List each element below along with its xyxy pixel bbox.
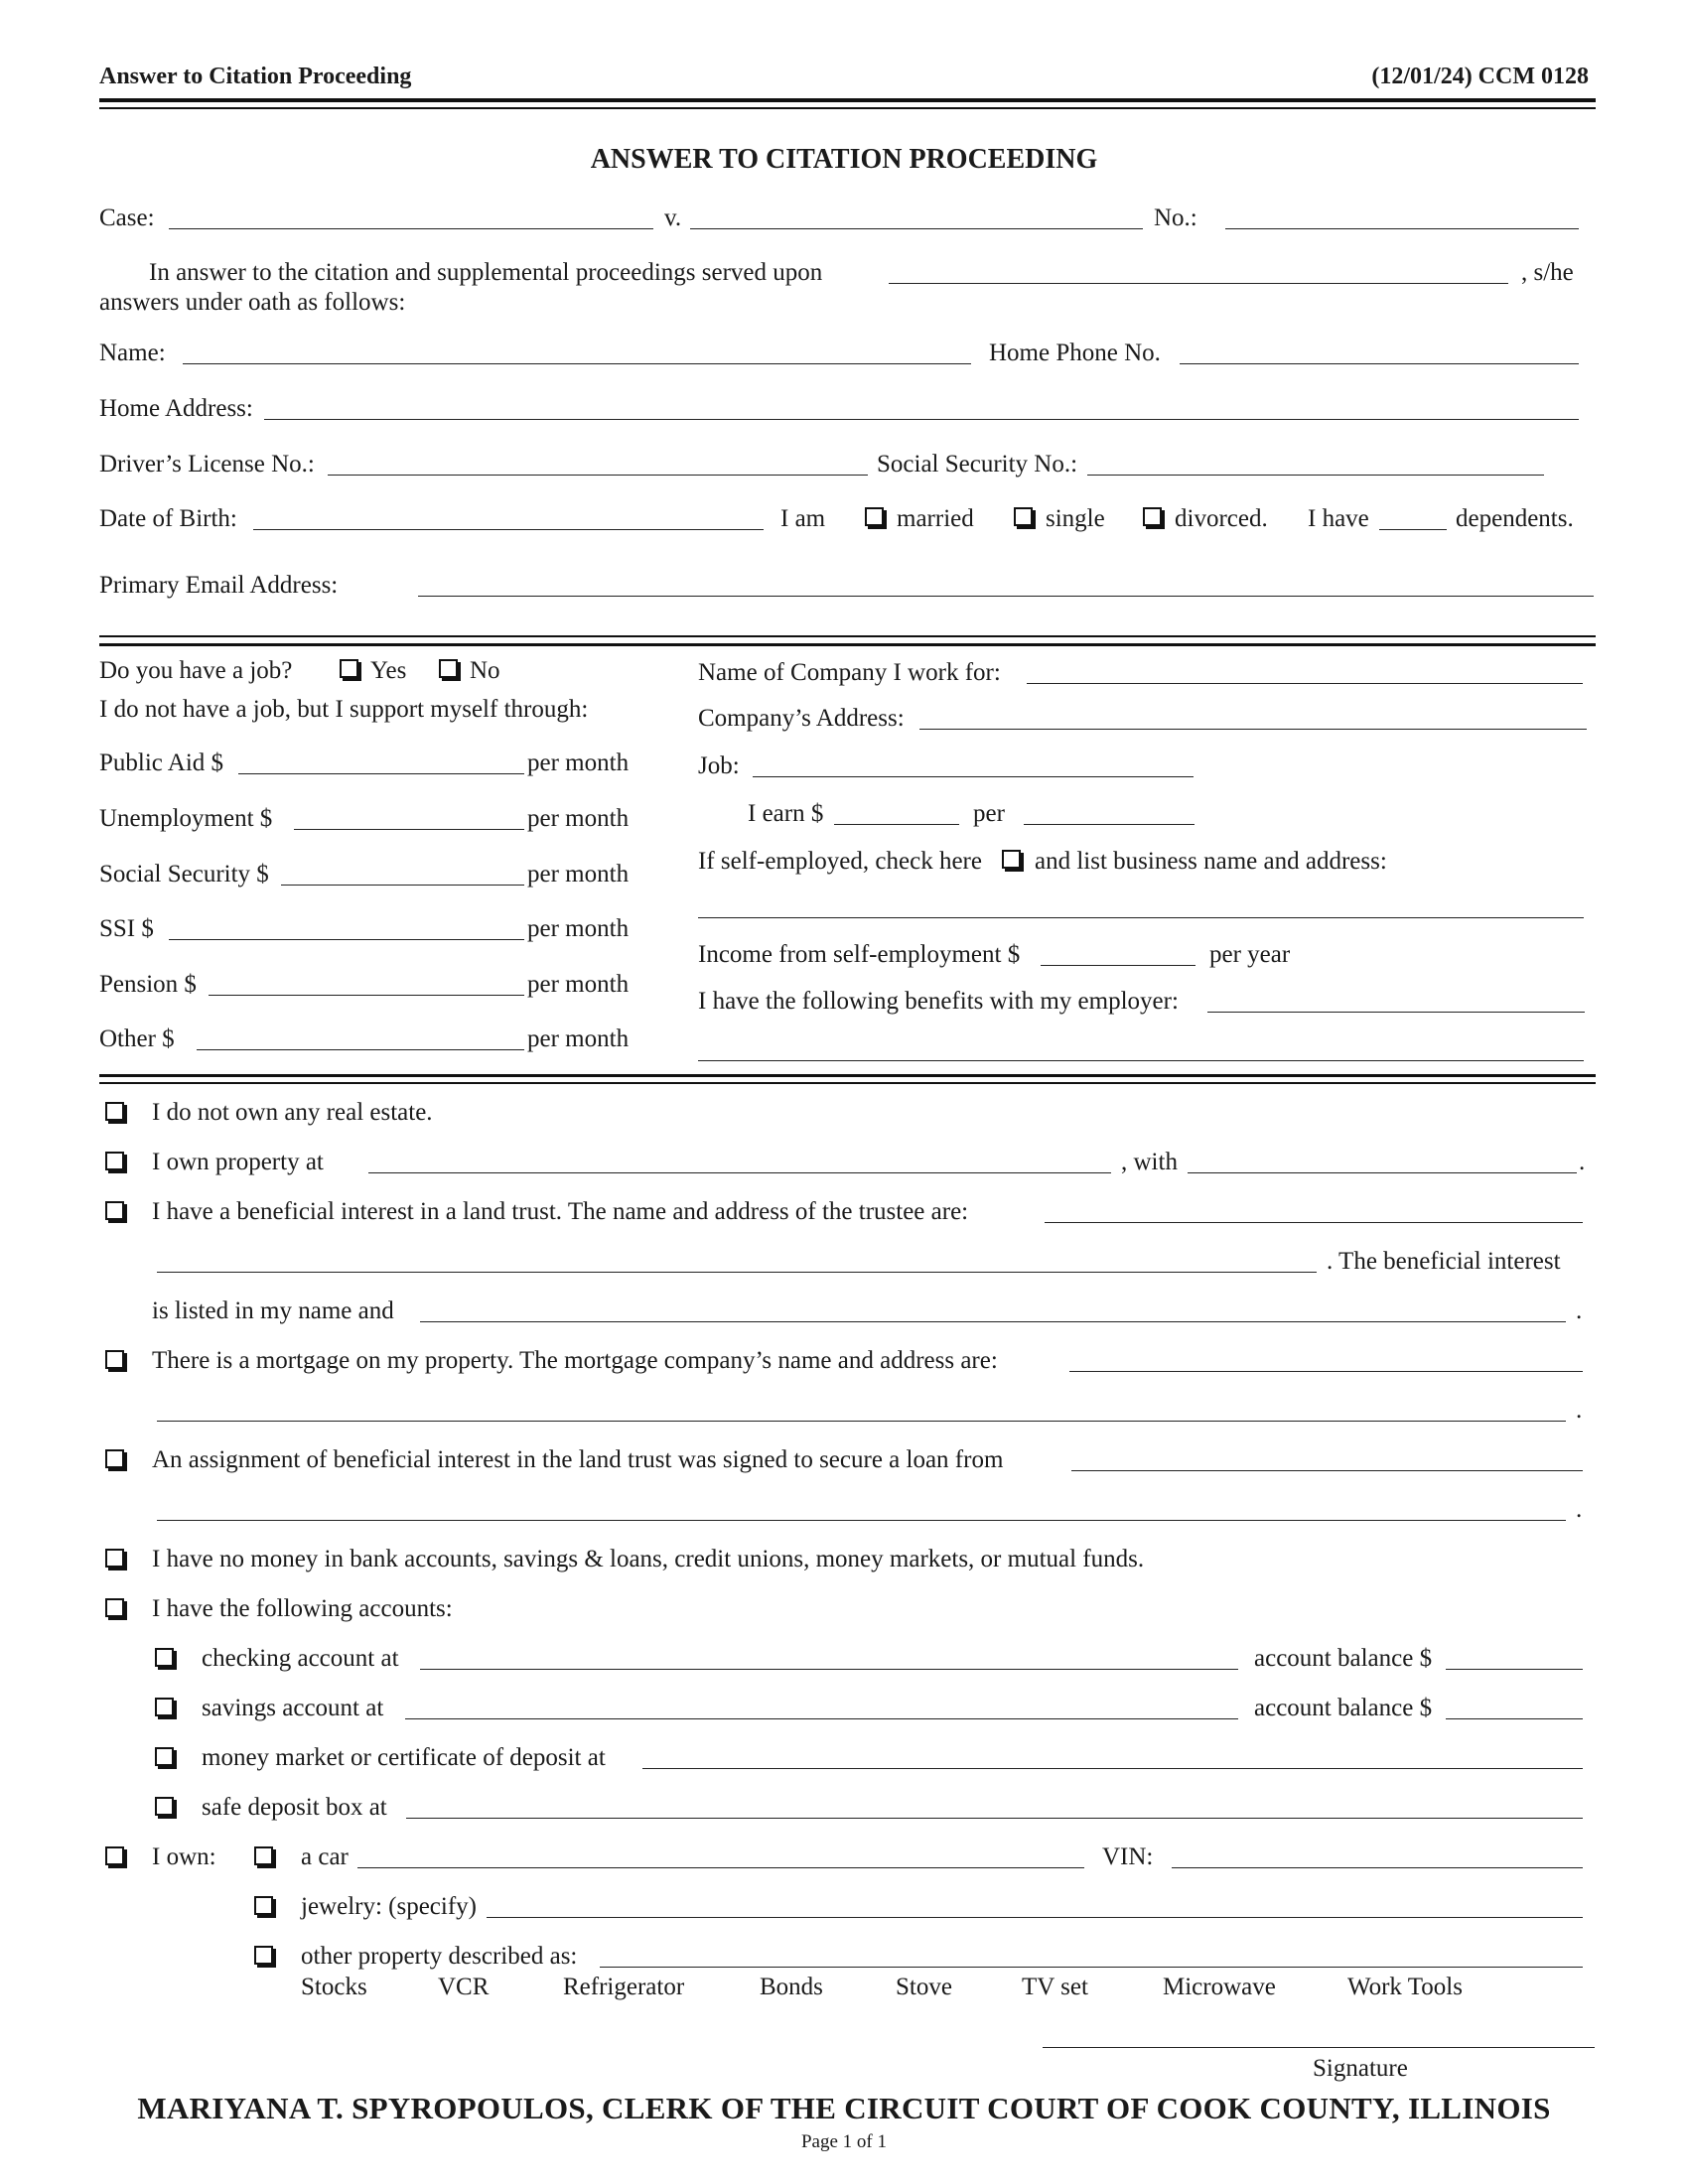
case-number-line bbox=[1225, 228, 1579, 229]
jewelry-input[interactable] bbox=[489, 1889, 1581, 1917]
assignment-checkbox[interactable] bbox=[105, 1449, 124, 1468]
no-money-checkbox[interactable] bbox=[105, 1549, 124, 1568]
company-address-input[interactable] bbox=[921, 701, 1585, 729]
social-security-line bbox=[281, 885, 524, 886]
case-no-label: No.: bbox=[1154, 205, 1197, 231]
pension-per-month: per month bbox=[527, 971, 630, 998]
name-label: Name: bbox=[99, 340, 166, 366]
email-line bbox=[418, 596, 1594, 597]
case-plaintiff-line bbox=[169, 228, 653, 229]
example-stove: Stove bbox=[896, 1974, 952, 2000]
property-address-input[interactable] bbox=[370, 1145, 1109, 1172]
checking-balance-input[interactable] bbox=[1448, 1641, 1581, 1669]
single-checkbox[interactable] bbox=[1014, 507, 1033, 526]
pension-input[interactable] bbox=[211, 967, 522, 995]
i-own-checkbox[interactable] bbox=[105, 1846, 124, 1865]
home-phone-line bbox=[1180, 363, 1579, 364]
beneficial-interest-label: . The beneficial interest bbox=[1327, 1248, 1561, 1275]
unemployment-per-month: per month bbox=[527, 805, 630, 832]
header-rule-thick bbox=[99, 98, 1596, 102]
ssi-input[interactable] bbox=[171, 911, 522, 939]
signature-line bbox=[1043, 2047, 1595, 2048]
example-refrigerator: Refrigerator bbox=[563, 1974, 685, 2000]
business-name-address-input[interactable] bbox=[700, 889, 1582, 917]
safe-deposit-label: safe deposit box at bbox=[202, 1794, 387, 1821]
dependents-input[interactable] bbox=[1381, 501, 1445, 529]
case-v-label: v. bbox=[664, 205, 682, 231]
trustee-line-2 bbox=[157, 1272, 1317, 1273]
have-job-label: Do you have a job? bbox=[99, 657, 293, 684]
no-real-estate-label: I do not own any real estate. bbox=[152, 1099, 433, 1126]
public-aid-per-month: per month bbox=[527, 750, 630, 776]
earn-period-line bbox=[1024, 824, 1195, 825]
savings-bank-input[interactable] bbox=[407, 1691, 1236, 1718]
i-own-label: I own: bbox=[152, 1843, 216, 1870]
listed-in-line bbox=[420, 1321, 1566, 1322]
unemployment-input[interactable] bbox=[296, 801, 522, 829]
ssi-label: SSI $ bbox=[99, 915, 154, 942]
loan-from-line bbox=[1071, 1470, 1583, 1471]
home-address-label: Home Address: bbox=[99, 395, 253, 422]
other-income-line bbox=[197, 1049, 524, 1050]
self-employment-income-input[interactable] bbox=[1043, 937, 1194, 965]
checking-label: checking account at bbox=[202, 1645, 399, 1672]
listed-in-input[interactable] bbox=[422, 1294, 1564, 1321]
jewelry-checkbox[interactable] bbox=[254, 1896, 273, 1915]
savings-checkbox[interactable] bbox=[155, 1698, 174, 1716]
page-title: ANSWER TO CITATION PROCEEDING bbox=[590, 144, 1098, 175]
savings-balance-label: account balance $ bbox=[1254, 1695, 1433, 1721]
mortgage-company-input[interactable] bbox=[1071, 1343, 1581, 1371]
job-title-line bbox=[753, 776, 1194, 777]
land-trust-label: I have a beneficial interest in a land trust. The name and address of the trustee are: bbox=[152, 1198, 969, 1225]
mortgage-period: . bbox=[1576, 1397, 1583, 1424]
loan-from-line-2 bbox=[157, 1520, 1566, 1521]
intro-oath: answers under oath as follows: bbox=[99, 289, 406, 316]
dependents-label: dependents. bbox=[1456, 505, 1574, 532]
checking-balance-label: account balance $ bbox=[1254, 1645, 1433, 1672]
example-work-tools: Work Tools bbox=[1347, 1974, 1463, 2000]
company-name-line bbox=[1027, 683, 1583, 684]
dob-line bbox=[253, 529, 764, 530]
header-rule-thin bbox=[99, 107, 1596, 109]
checking-bank-line bbox=[420, 1669, 1238, 1670]
money-market-checkbox[interactable] bbox=[155, 1747, 174, 1766]
home-address-input[interactable] bbox=[266, 391, 1577, 419]
dependents-line bbox=[1379, 529, 1447, 530]
property-period: . bbox=[1579, 1149, 1586, 1175]
earn-amount-line bbox=[834, 824, 959, 825]
other-income-label: Other $ bbox=[99, 1025, 175, 1052]
served-upon-input[interactable] bbox=[891, 255, 1506, 283]
property-rule-bottom bbox=[99, 1082, 1596, 1084]
self-employment-income-line bbox=[1041, 965, 1196, 966]
property-with-input[interactable] bbox=[1190, 1145, 1575, 1172]
car-checkbox[interactable] bbox=[254, 1846, 273, 1865]
mortgage-label: There is a mortgage on my property. The mortgage company’s name and address are: bbox=[152, 1347, 998, 1374]
savings-label: savings account at bbox=[202, 1695, 384, 1721]
signature-label: Signature bbox=[1313, 2055, 1408, 2082]
header-form-name: Answer to Citation Proceeding bbox=[99, 64, 412, 89]
trustee-input-2[interactable] bbox=[159, 1244, 1315, 1272]
vin-input[interactable] bbox=[1174, 1840, 1581, 1867]
vin-label: VIN: bbox=[1102, 1843, 1154, 1870]
home-phone-label: Home Phone No. bbox=[989, 340, 1161, 366]
mortgage-checkbox[interactable] bbox=[105, 1350, 124, 1369]
savings-balance-line bbox=[1446, 1718, 1583, 1719]
divorced-label: divorced. bbox=[1175, 505, 1268, 532]
home-phone-input[interactable] bbox=[1182, 336, 1577, 363]
other-property-checkbox[interactable] bbox=[254, 1946, 273, 1965]
loan-from-input-2[interactable] bbox=[159, 1492, 1564, 1520]
own-property-checkbox[interactable] bbox=[105, 1152, 124, 1170]
self-employed-label: If self-employed, check here bbox=[698, 848, 982, 875]
checking-checkbox[interactable] bbox=[155, 1648, 174, 1667]
listed-in-label: is listed in my name and bbox=[152, 1297, 394, 1324]
example-vcr: VCR bbox=[438, 1974, 490, 2000]
single-label: single bbox=[1046, 505, 1105, 532]
home-address-line bbox=[264, 419, 1579, 420]
land-trust-checkbox[interactable] bbox=[105, 1201, 124, 1220]
earn-period-input[interactable] bbox=[1026, 796, 1193, 824]
benefits-label: I have the following benefits with my employer: bbox=[698, 988, 1179, 1015]
pension-label: Pension $ bbox=[99, 971, 197, 998]
with-label: , with bbox=[1121, 1149, 1178, 1175]
jewelry-label: jewelry: (specify) bbox=[301, 1893, 478, 1920]
money-market-line bbox=[642, 1768, 1583, 1769]
listed-in-period: . bbox=[1576, 1297, 1583, 1324]
unemployment-line bbox=[294, 829, 524, 830]
property-address-line bbox=[368, 1172, 1111, 1173]
name-input[interactable] bbox=[185, 336, 969, 363]
property-rule-top bbox=[99, 1074, 1596, 1077]
safe-deposit-checkbox[interactable] bbox=[155, 1797, 174, 1816]
i-earn-label: I earn $ bbox=[748, 800, 824, 827]
benefits-line bbox=[1207, 1012, 1585, 1013]
car-line bbox=[357, 1867, 1084, 1868]
social-security-per-month: per month bbox=[527, 861, 630, 887]
email-label: Primary Email Address: bbox=[99, 572, 339, 599]
pension-line bbox=[209, 995, 524, 996]
married-checkbox[interactable] bbox=[865, 507, 884, 526]
dob-label: Date of Birth: bbox=[99, 505, 237, 532]
job-title-input[interactable] bbox=[755, 749, 1192, 776]
other-property-input[interactable] bbox=[602, 1939, 1581, 1967]
header-form-code: (12/01/24) CCM 0128 bbox=[1371, 64, 1589, 89]
public-aid-input[interactable] bbox=[240, 746, 522, 773]
business-name-address-line bbox=[698, 917, 1584, 918]
case-defendant-input[interactable] bbox=[692, 201, 1141, 228]
example-stocks: Stocks bbox=[301, 1974, 367, 2000]
loan-from-period: . bbox=[1576, 1496, 1583, 1523]
other-property-label: other property described as: bbox=[301, 1943, 578, 1970]
case-label: Case: bbox=[99, 205, 155, 231]
i-have-label: I have bbox=[1308, 505, 1369, 532]
ssi-line bbox=[169, 939, 524, 940]
ssn-label: Social Security No.: bbox=[877, 451, 1078, 478]
loan-from-input[interactable] bbox=[1073, 1442, 1581, 1470]
jewelry-line bbox=[487, 1917, 1583, 1918]
clerk-footer: MARIYANA T. SPYROPOULOS, CLERK OF THE CIRCUIT COURT OF COOK COUNTY, ILLINOIS bbox=[137, 2091, 1551, 2125]
no-real-estate-checkbox[interactable] bbox=[105, 1102, 124, 1121]
drivers-license-line bbox=[328, 475, 868, 476]
mortgage-company-input-2[interactable] bbox=[159, 1393, 1564, 1421]
no-money-label: I have no money in bank accounts, savings & loans, credit unions, money markets, or mutual funds. bbox=[152, 1546, 1145, 1572]
name-line bbox=[183, 363, 971, 364]
section-rule-bottom bbox=[99, 643, 1596, 646]
savings-bank-line bbox=[405, 1718, 1238, 1719]
job-yes-label: Yes bbox=[370, 657, 407, 684]
safe-deposit-input[interactable] bbox=[408, 1790, 1581, 1818]
ssn-line bbox=[1087, 475, 1544, 476]
trustee-input[interactable] bbox=[1047, 1194, 1581, 1222]
have-accounts-checkbox[interactable] bbox=[105, 1598, 124, 1617]
property-with-line bbox=[1188, 1172, 1577, 1173]
section-rule-top bbox=[99, 635, 1596, 637]
assignment-label: An assignment of beneficial interest in the land trust was signed to secure a loan from bbox=[152, 1446, 1004, 1473]
example-tv-set: TV set bbox=[1022, 1974, 1088, 2000]
vin-line bbox=[1172, 1867, 1583, 1868]
job-label: Job: bbox=[698, 752, 740, 779]
social-security-input[interactable] bbox=[283, 857, 522, 885]
have-accounts-label: I have the following accounts: bbox=[152, 1595, 453, 1622]
company-name-input[interactable] bbox=[1029, 655, 1581, 683]
car-input[interactable] bbox=[359, 1840, 1082, 1867]
other-property-line bbox=[600, 1967, 1583, 1968]
benefits-input[interactable] bbox=[1209, 984, 1583, 1012]
own-property-label: I own property at bbox=[152, 1149, 324, 1175]
benefits-input-2[interactable] bbox=[700, 1032, 1582, 1060]
company-address-label: Company’s Address: bbox=[698, 705, 905, 732]
case-defendant-line bbox=[690, 228, 1143, 229]
intro-she-he: , s/he bbox=[1521, 259, 1574, 286]
drivers-license-input[interactable] bbox=[330, 447, 866, 475]
ssi-per-month: per month bbox=[527, 915, 630, 942]
savings-balance-input[interactable] bbox=[1448, 1691, 1581, 1718]
checking-bank-input[interactable] bbox=[422, 1641, 1236, 1669]
public-aid-label: Public Aid $ bbox=[99, 750, 224, 776]
divorced-checkbox[interactable] bbox=[1143, 507, 1162, 526]
drivers-license-label: Driver’s License No.: bbox=[99, 451, 315, 478]
case-number-input[interactable] bbox=[1227, 201, 1577, 228]
other-income-per-month: per month bbox=[527, 1025, 630, 1052]
safe-deposit-line bbox=[406, 1818, 1583, 1819]
earn-per-label: per bbox=[973, 800, 1005, 827]
job-no-checkbox[interactable] bbox=[439, 659, 458, 678]
trustee-line bbox=[1045, 1222, 1583, 1223]
case-plaintiff-input[interactable] bbox=[171, 201, 651, 228]
money-market-label: money market or certificate of deposit at bbox=[202, 1744, 606, 1771]
car-label: a car bbox=[301, 1843, 349, 1870]
self-employment-income-label: Income from self-employment $ bbox=[698, 941, 1021, 968]
served-upon-line bbox=[889, 283, 1508, 284]
support-label: I do not have a job, but I support myself through: bbox=[99, 696, 589, 723]
money-market-input[interactable] bbox=[644, 1740, 1581, 1768]
example-microwave: Microwave bbox=[1163, 1974, 1276, 2000]
company-address-line bbox=[919, 729, 1587, 730]
social-security-label: Social Security $ bbox=[99, 861, 269, 887]
mortgage-company-line bbox=[1069, 1371, 1583, 1372]
i-am-label: I am bbox=[780, 505, 826, 532]
dob-input[interactable] bbox=[255, 501, 762, 529]
self-employed-list-label: and list business name and address: bbox=[1035, 848, 1387, 875]
married-label: married bbox=[897, 505, 974, 532]
company-name-label: Name of Company I work for: bbox=[698, 659, 1001, 686]
other-income-input[interactable] bbox=[199, 1022, 522, 1049]
ssn-input[interactable] bbox=[1089, 447, 1542, 475]
self-employed-checkbox[interactable] bbox=[1002, 850, 1021, 869]
earn-amount-input[interactable] bbox=[836, 796, 957, 824]
unemployment-label: Unemployment $ bbox=[99, 805, 273, 832]
per-year-label: per year bbox=[1209, 941, 1291, 968]
benefits-line-2 bbox=[698, 1060, 1584, 1061]
signature-input[interactable] bbox=[1045, 2019, 1593, 2047]
intro-text: In answer to the citation and supplemental proceedings served upon bbox=[149, 259, 823, 286]
mortgage-company-line-2 bbox=[157, 1421, 1566, 1422]
job-no-label: No bbox=[470, 657, 500, 684]
email-input[interactable] bbox=[420, 568, 1592, 596]
public-aid-line bbox=[238, 773, 524, 774]
checking-balance-line bbox=[1446, 1669, 1583, 1670]
job-yes-checkbox[interactable] bbox=[340, 659, 358, 678]
example-bonds: Bonds bbox=[760, 1974, 823, 2000]
page-number: Page 1 of 1 bbox=[800, 2131, 887, 2152]
